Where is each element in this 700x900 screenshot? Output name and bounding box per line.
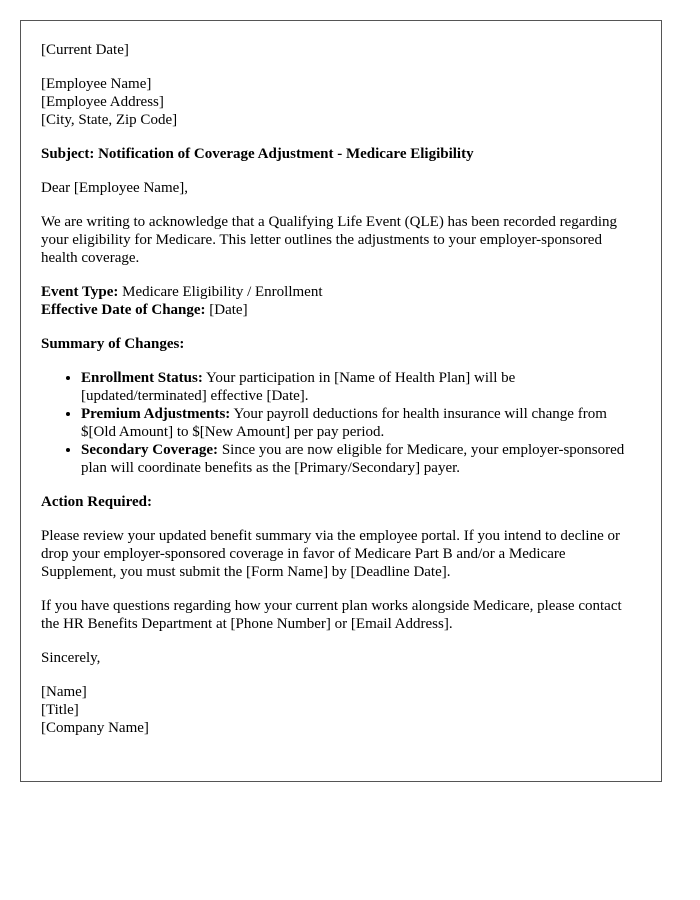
list-item xyxy=(81,405,641,441)
signer-title: [Title] xyxy=(41,702,79,718)
recipient-street: [Employee Address] xyxy=(41,94,164,110)
effective-label: Effective Date of Change: xyxy=(41,302,206,318)
effective-date: [Date] xyxy=(205,302,248,318)
item-text: Since you are now eligible for Medicare, your employer-sponsored plan will coordinate benefits as the [Primary/Secondary] payer. xyxy=(81,442,625,476)
greeting: Dear [Employee Name], xyxy=(41,180,189,196)
item-label: Secondary Coverage: xyxy=(81,442,219,458)
list-item xyxy=(81,369,641,405)
item-label: Premium Adjustments: xyxy=(81,406,231,422)
list-item xyxy=(81,441,641,477)
item-label: Enrollment Status: xyxy=(81,370,203,386)
letter xyxy=(20,20,662,782)
changes-list xyxy=(41,369,641,477)
questions-text: If you have questions regarding how your current plan works alongside Medicare, please contact the HR Benefits Department at [Phone Number] or [Email Address]. xyxy=(41,598,622,632)
summary-heading: Summary of Changes: xyxy=(41,336,185,352)
action-text: Please review your updated benefit summary via the employee portal. If you intend to decline or drop your employer-sponsored coverage in favor of Medicare Part B and/or a Medicare Supplement, you must submit the [Form Name] by [Deadline Date]. xyxy=(41,528,620,580)
event-type-label: Event Type: xyxy=(41,284,119,300)
closing: Sincerely, xyxy=(41,650,101,666)
company-name: [Company Name] xyxy=(41,720,149,736)
action-heading: Action Required: xyxy=(41,494,152,510)
signature xyxy=(41,683,641,737)
signer-name: [Name] xyxy=(41,684,87,700)
event-type: Medicare Eligibility / Enrollment xyxy=(118,284,323,300)
date: [Current Date] xyxy=(41,42,129,58)
recipient-name: [Employee Name] xyxy=(41,76,152,92)
intro: We are writing to acknowledge that a Qualifying Life Event (QLE) has been recorded regarding your eligibility for Medicare. This letter outlines the adjustments to your employer-sponsored health coverage. xyxy=(41,214,618,266)
recipient-address xyxy=(41,75,641,129)
item-text: Your participation in [Name of Health Plan] will be [updated/terminated] effective [Date]. xyxy=(81,370,516,404)
subject: Subject: Notification of Coverage Adjustment - Medicare Eligibility xyxy=(41,146,474,162)
event-details xyxy=(41,283,641,319)
recipient-city: [City, State, Zip Code] xyxy=(41,112,178,128)
item-text: Your payroll deductions for health insurance will change from $[Old Amount] to $[New Amount] per pay period. xyxy=(81,406,607,440)
